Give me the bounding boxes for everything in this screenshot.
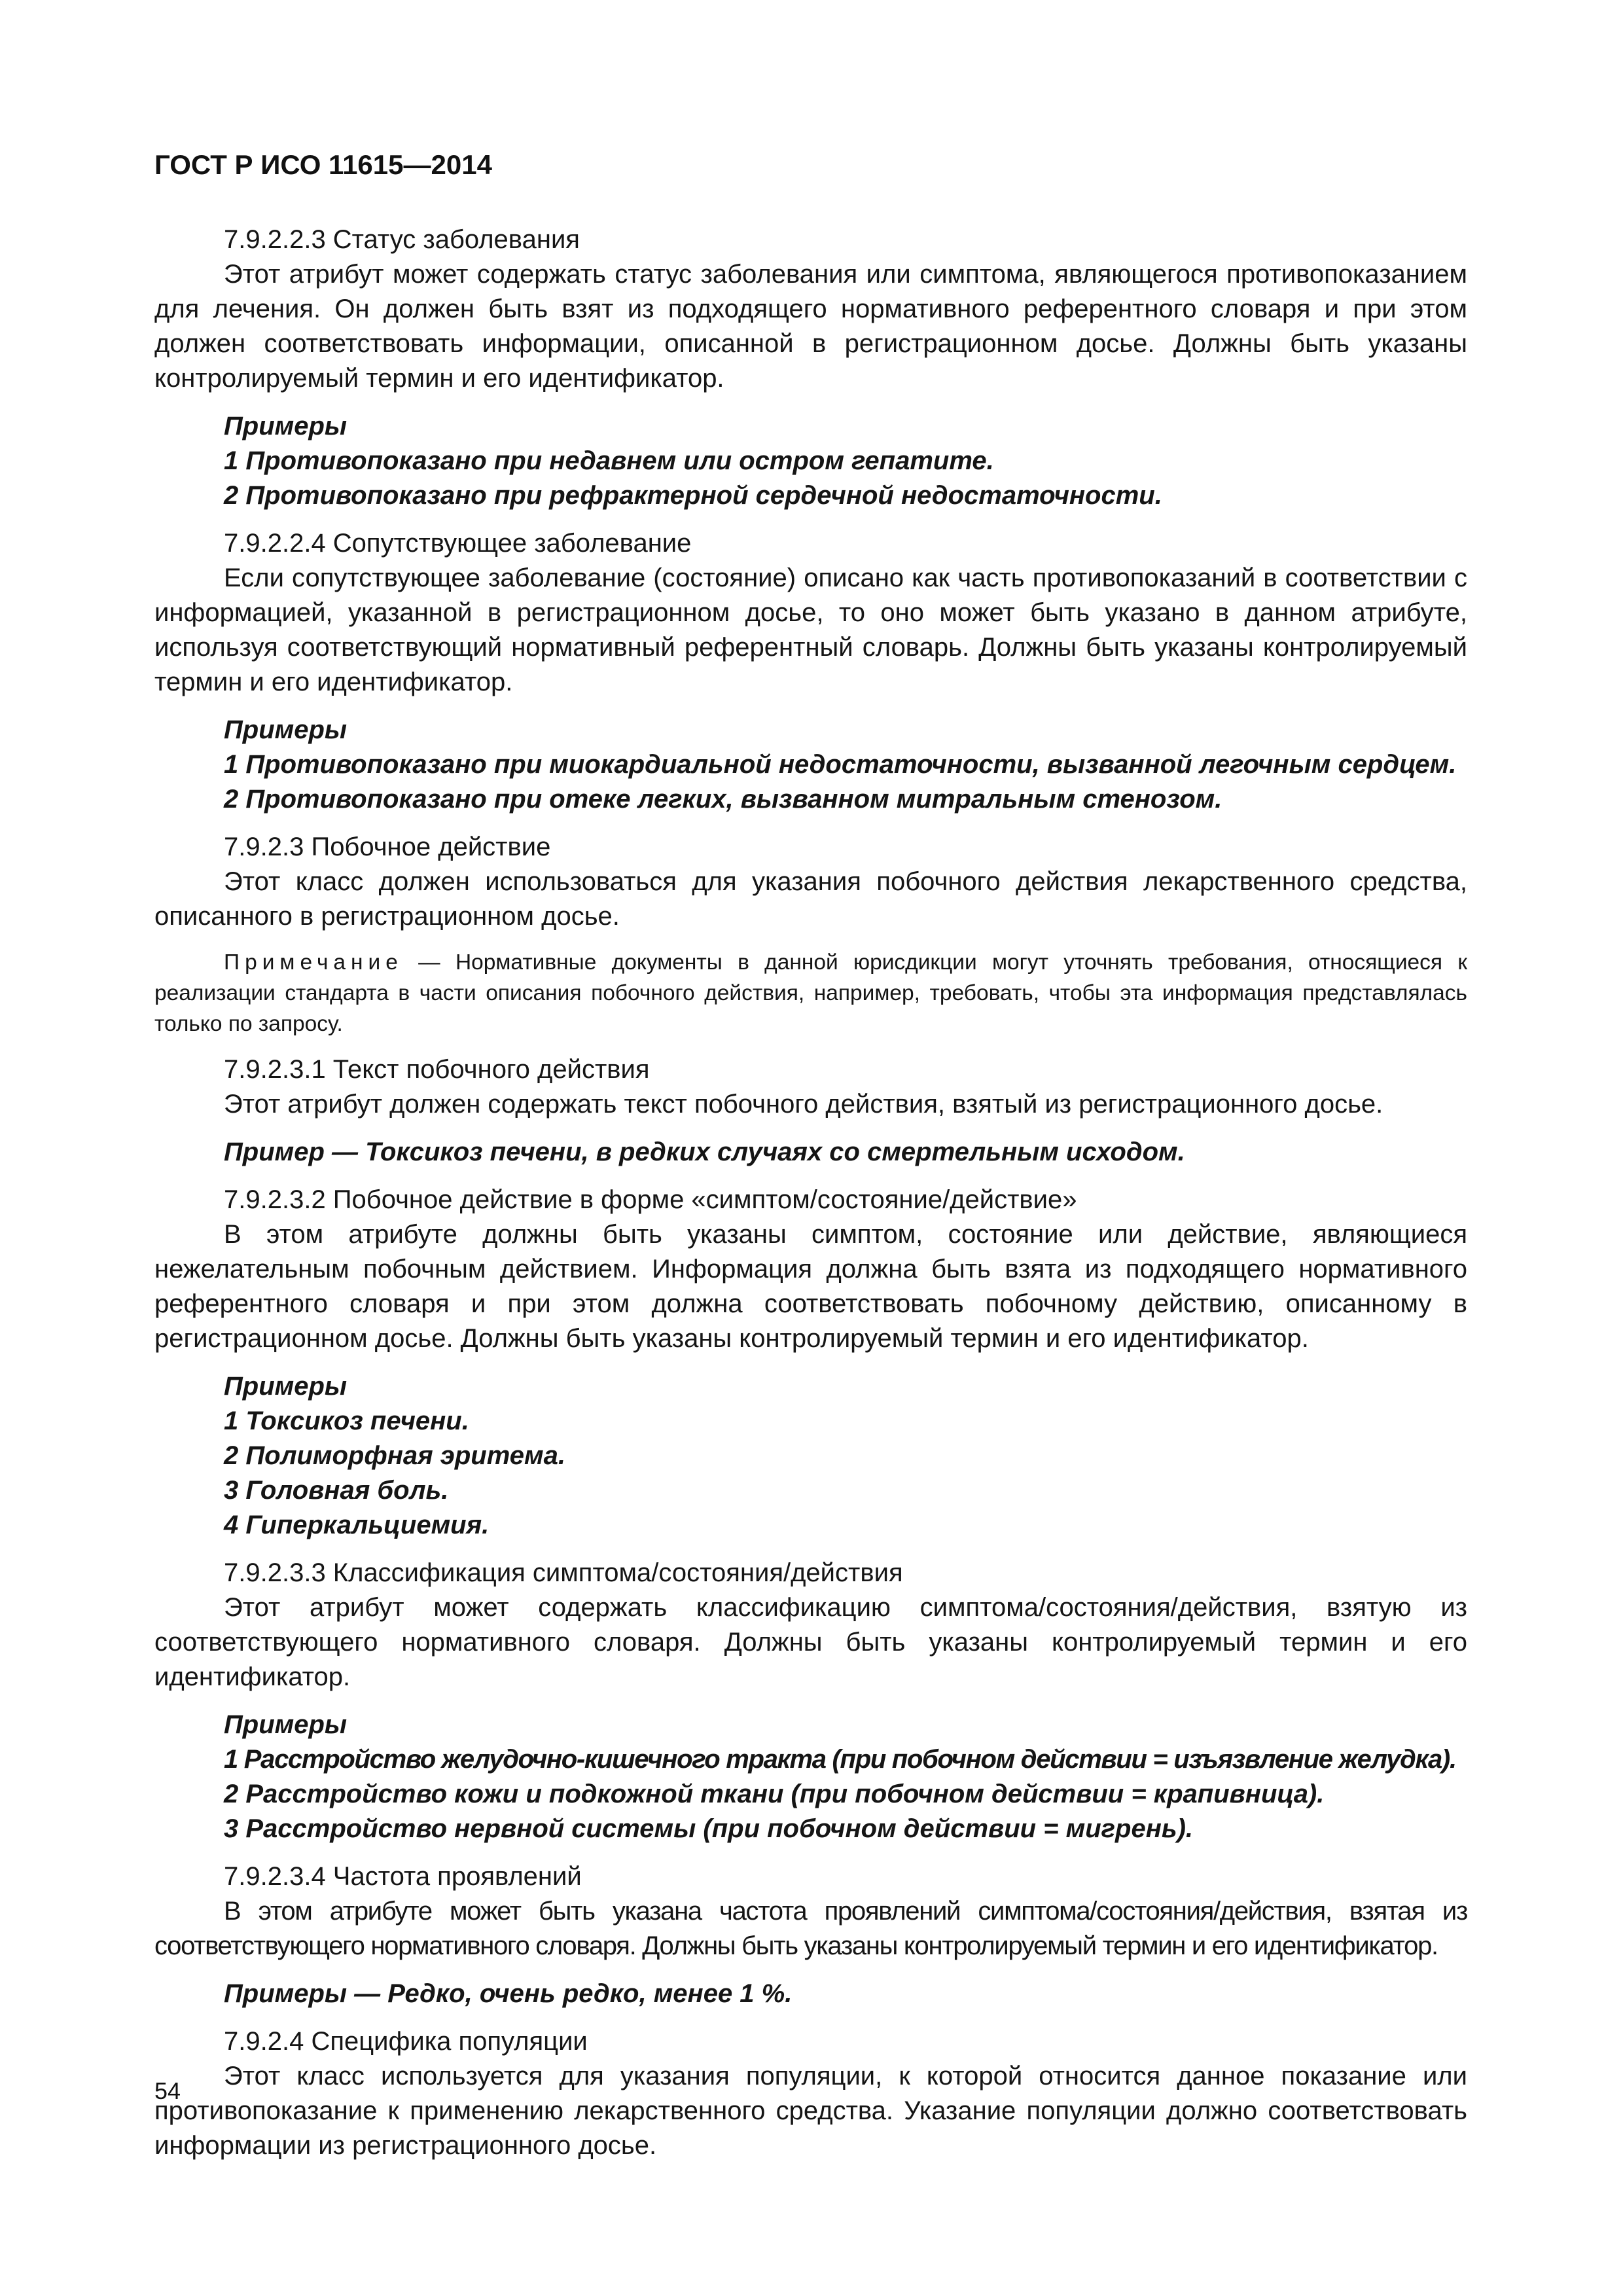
note-text: — Нормативные документы в данной юрисдикции могут уточнять требования, относящиеся к реализации стандарта в части описания побочного действия, например, требовать, чтобы эта информация представлялась только по запросу. <box>154 950 1467 1036</box>
section-heading: 7.9.2.2.4 Сопутствующее заболевание <box>224 529 692 558</box>
section-heading: 7.9.2.2.3 Статус заболевания <box>224 225 580 254</box>
paragraph: Этот атрибут должен содержать текст побочного действия, взятый из регистрационного досье. <box>224 1090 1383 1119</box>
example-item: 1 Противопоказано при недавнем или остром гепатите. <box>224 446 994 475</box>
section-heading: 7.9.2.3.2 Побочное действие в форме «симптом/состояние/действие» <box>224 1185 1077 1214</box>
example-item: 2 Полиморфная эритема. <box>224 1441 565 1470</box>
paragraph: В этом атрибуте должны быть указаны симптом, состояние или действие, являющиеся нежелательным побочным действием. Информация должна быть взята из подходящего нормативного референтного словаря и при этом должна соответствовать побочному действию, описанному в регистрационном досье. Должны быть указаны контролируемый термин и его идентификатор. <box>154 1220 1467 1353</box>
example-item: 3 Расстройство нервной системы (при побочном действии = мигрень). <box>224 1814 1194 1843</box>
examples-title: Примеры <box>224 1372 348 1401</box>
paragraph: Этот класс используется для указания популяции, к которой относится данное показание или противопоказание к применению лекарственного средства. Указание популяции должно соответствовать информации из регистрационного досье. <box>154 2062 1467 2160</box>
document-header: ГОСТ Р ИСО 11615—2014 <box>154 149 492 180</box>
note-label: Примечание <box>224 950 403 975</box>
example-item: 1 Расстройство желудочно-кишечного тракта (при побочном действии = изъязвление желудка). <box>224 1745 1456 1774</box>
examples-title: Примеры <box>224 1710 348 1739</box>
paragraph: В этом атрибуте может быть указана частота проявлений симптома/состояния/действия, взятая из соответствующего нормативного словаря. Должны быть указаны контролируемый термин и его идентификатор. <box>154 1897 1467 1960</box>
note <box>154 947 1467 1039</box>
examples-title: Примеры <box>224 715 348 744</box>
example-item: 1 Противопоказано при миокардиальной недостаточности, вызванной легочным сердцем. <box>224 750 1457 779</box>
section-heading: 7.9.2.3.4 Частота проявлений <box>224 1862 582 1891</box>
example-item: 1 Токсикоз печени. <box>224 1407 469 1435</box>
example-item: 4 Гиперкальциемия. <box>224 1511 490 1539</box>
examples-title: Примеры <box>224 412 348 440</box>
example-item: Примеры — Редко, очень редко, менее 1 %. <box>224 1979 793 2008</box>
section-heading: 7.9.2.4 Специфика популяции <box>224 2027 588 2056</box>
section-heading: 7.9.2.3.3 Классификация симптома/состояния/действия <box>224 1558 903 1587</box>
document-body <box>154 223 1467 2163</box>
example-item: 2 Расстройство кожи и подкожной ткани (при побочном действии = крапивница). <box>224 1780 1325 1808</box>
example-item: 3 Головная боль. <box>224 1476 449 1505</box>
section-heading: 7.9.2.3.1 Текст побочного действия <box>224 1055 650 1084</box>
example-item: 2 Противопоказано при рефрактерной сердечной недостаточности. <box>224 481 1162 510</box>
paragraph: Этот атрибут может содержать классификацию симптома/состояния/действия, взятую из соответствующего нормативного словаря. Должны быть указаны контролируемый термин и его идентификатор. <box>154 1593 1467 1691</box>
section-heading: 7.9.2.3 Побочное действие <box>224 833 551 861</box>
paragraph: Этот атрибут может содержать статус заболевания или симптома, являющегося противопоказанием для лечения. Он должен быть взят из подходящего нормативного референтного словаря и при этом должен соответствовать информации, описанной в регистрационном досье. Должны быть указаны контролируемый термин и его идентификатор. <box>154 260 1467 393</box>
example-item: 2 Противопоказано при отеке легких, вызванном митральным стенозом. <box>224 785 1222 814</box>
paragraph: Если сопутствующее заболевание (состояние) описано как часть противопоказаний в соответствии с информацией, указанной в регистрационном досье, то оно может быть указано в данном атрибуте, используя соответствующий нормативный референтный словарь. Должны быть указаны контролируемый термин и его идентификатор. <box>154 564 1467 696</box>
paragraph: Этот класс должен использоваться для указания побочного действия лекарственного средства, описанного в регистрационном досье. <box>154 867 1467 931</box>
page-number: 54 <box>154 2077 181 2104</box>
example-item: Пример — Токсикоз печени, в редких случаях со смертельным исходом. <box>224 1138 1185 1166</box>
